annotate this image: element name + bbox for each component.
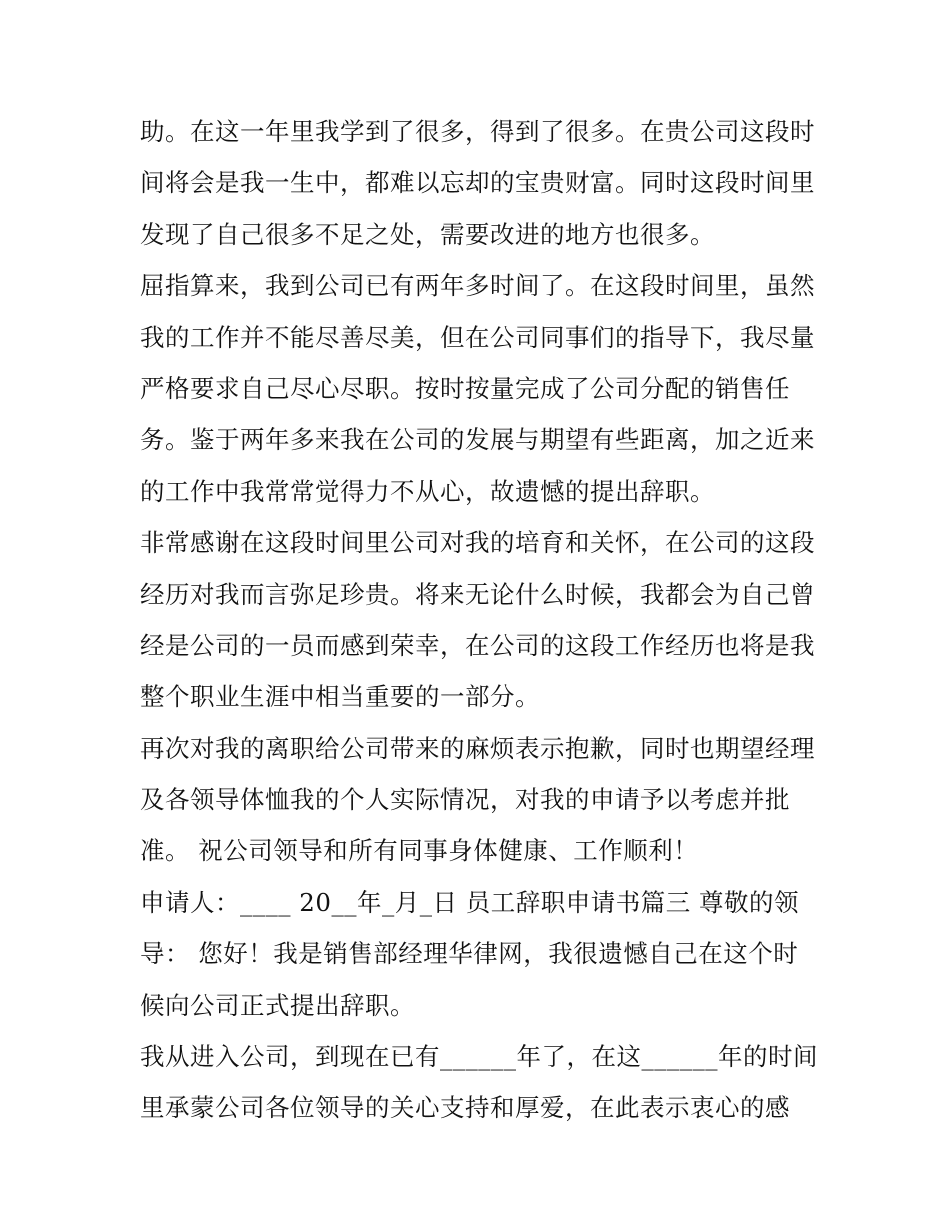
text-line: 准。 祝公司领导和所有同事身体健康、工作顺利！ bbox=[140, 836, 699, 866]
text-line: 经历对我而言弥足珍贵。将来无论什么时候，我都会为自己曾 bbox=[140, 579, 815, 609]
document-body bbox=[140, 106, 820, 1134]
text-line: 及各领导体恤我的个人实际情况，对我的申请予以考虑并批 bbox=[140, 785, 790, 815]
text-line: 申请人：____ 20__年_月_日 员工辞职申请书篇三 尊敬的领 bbox=[140, 887, 800, 917]
text-line: 整个职业生涯中相当重要的一部分。 bbox=[140, 682, 540, 712]
text-line: 我从进入公司，到现在已有______年了，在这______年的时间 bbox=[140, 1042, 818, 1072]
text-line: 候向公司正式提出辞职。 bbox=[140, 990, 415, 1020]
text-line: 的工作中我常常觉得力不从心，故遗憾的提出辞职。 bbox=[140, 476, 715, 506]
text-line: 发现了自己很多不足之处，需要改进的地方也很多。 bbox=[140, 219, 715, 249]
text-line: 经是公司的一员而感到荣幸，在公司的这段工作经历也将是我 bbox=[140, 630, 815, 660]
text-line: 助。在这一年里我学到了很多，得到了很多。在贵公司这段时 bbox=[140, 117, 815, 146]
text-line: 屈指算来，我到公司已有两年多时间了。在这段时间里，虽然 bbox=[140, 271, 815, 301]
text-line: 里承蒙公司各位领导的关心支持和厚爱，在此表示衷心的感 bbox=[140, 1093, 790, 1123]
text-line: 再次对我的离职给公司带来的麻烦表示抱歉，同时也期望经理 bbox=[140, 733, 815, 763]
text-line: 间将会是我一生中，都难以忘却的宝贵财富。同时这段时间里 bbox=[140, 168, 815, 198]
text-line: 非常感谢在这段时间里公司对我的培育和关怀，在公司的这段 bbox=[140, 528, 815, 558]
text-line: 我的工作并不能尽善尽美，但在公司同事们的指导下，我尽量 bbox=[140, 322, 815, 352]
text-line: 导： 您好！我是销售部经理华律网，我很遗憾自己在这个时 bbox=[140, 939, 799, 969]
text-line: 务。鉴于两年多来我在公司的发展与期望有些距离，加之近来 bbox=[140, 425, 815, 455]
text-line: 严格要求自己尽心尽职。按时按量完成了公司分配的销售任 bbox=[140, 373, 790, 403]
